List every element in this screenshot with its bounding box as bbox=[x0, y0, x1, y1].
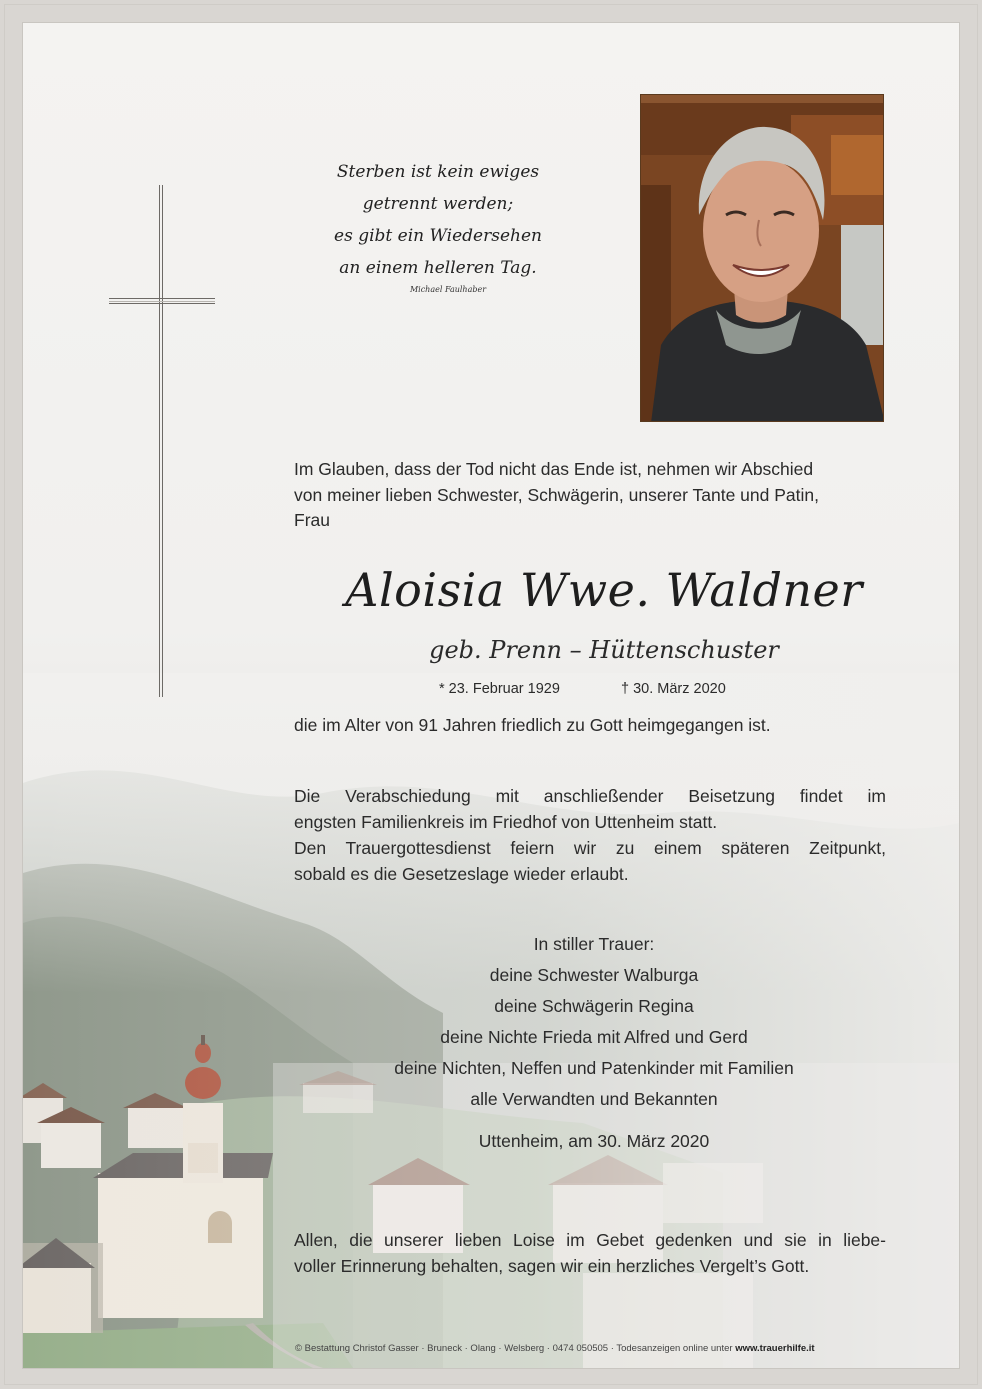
poem-author: Michael Faulhaber bbox=[409, 285, 487, 294]
ceremony-line: sobald es die Gesetzeslage wieder erlaubt. bbox=[294, 864, 629, 884]
poem-line: an einem helleren Tag. bbox=[339, 258, 537, 278]
place-and-date: Uttenheim, am 30. März 2020 bbox=[478, 1131, 710, 1151]
mourners-heading: In stiller Trauer: bbox=[533, 934, 655, 954]
intro-line: Im Glauben, dass der Tod nicht das Ende ist, nehmen wir Abschied bbox=[294, 459, 814, 479]
death-date: † 30. März 2020 bbox=[621, 681, 726, 697]
deceased-name: Aloisia Wwe. Waldner bbox=[345, 563, 863, 617]
poem bbox=[323, 156, 553, 284]
cross-horizontal-line bbox=[109, 301, 215, 302]
portrait-photo bbox=[640, 94, 884, 422]
footer-link[interactable]: www.trauerhilfe.it bbox=[735, 1343, 815, 1354]
poem-line: Sterben ist kein ewiges bbox=[336, 162, 540, 182]
age-text: die im Alter von 91 Jahren friedlich zu Gott heimgegangen ist. bbox=[294, 715, 771, 735]
maiden-name: geb. Prenn – Hüttenschuster bbox=[429, 636, 779, 664]
mourner-line: deine Schwägerin Regina bbox=[494, 996, 694, 1016]
poem-line: getrennt werden; bbox=[362, 194, 514, 214]
intro-text bbox=[294, 457, 894, 534]
obituary-card bbox=[22, 22, 960, 1369]
ceremony-line: Die Verabschiedung mit anschließender Beisetzung findet im bbox=[294, 786, 886, 806]
footer bbox=[295, 1343, 895, 1354]
ceremony-line: engsten Familienkreis im Friedhof von Uttenheim statt. bbox=[294, 812, 718, 832]
closing-line: voller Erinnerung behalten, sagen wir ein herzliches Vergelt’s Gott. bbox=[294, 1256, 810, 1276]
mourner-line: deine Nichte Frieda mit Alfred und Gerd bbox=[440, 1027, 748, 1047]
poem-line: es gibt ein Wiedersehen bbox=[334, 226, 542, 246]
ceremony-text bbox=[294, 783, 886, 887]
footer-text: © Bestattung Christof Gasser · Bruneck · Olang · Welsberg · 0474 050505 · Todesanzeigen online unter bbox=[295, 1343, 736, 1354]
birth-date: * 23. Februar 1929 bbox=[439, 681, 560, 697]
closing-line: Allen, die unserer lieben Loise im Gebet gedenken und sie in liebe- bbox=[294, 1230, 886, 1250]
closing-text bbox=[294, 1227, 886, 1279]
mourner-line: deine Schwester Walburga bbox=[489, 965, 699, 985]
cross-vertical-bar bbox=[159, 185, 163, 697]
mourner-line: deine Nichten, Neffen und Patenkinder mit Familien bbox=[394, 1058, 794, 1078]
intro-line: von meiner lieben Schwester, Schwägerin, unserer Tante und Patin, bbox=[294, 484, 819, 505]
ceremony-line: Den Trauergottesdienst feiern wir zu einem späteren Zeitpunkt, bbox=[294, 838, 886, 858]
mourners-list bbox=[294, 929, 894, 1115]
mourner-line: alle Verwandten und Bekannten bbox=[470, 1089, 718, 1109]
intro-line: Frau bbox=[294, 510, 330, 530]
